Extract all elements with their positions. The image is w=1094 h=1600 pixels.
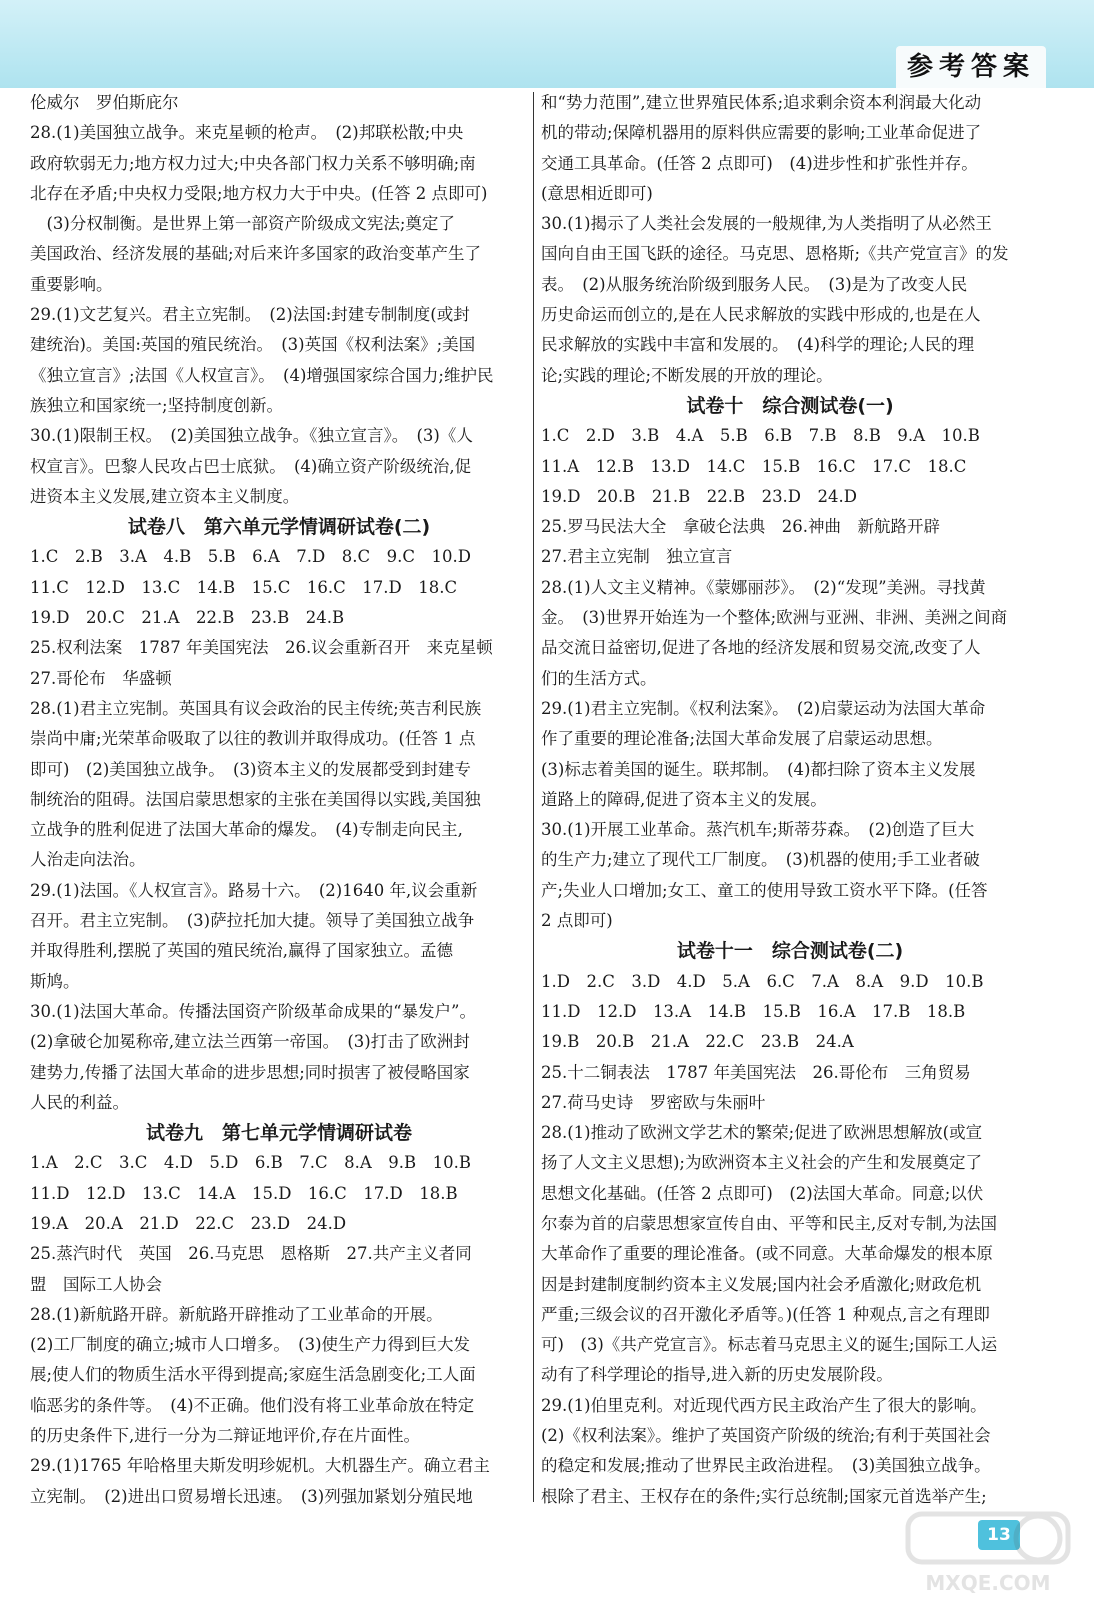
- answer-line: 扬了人文主义思想);为欧洲资本主义社会的产生和发展奠定了: [541, 1153, 982, 1173]
- answer-line: 交通工具革命。(任答 2 点即可) (4)进步性和扩张性并存。: [541, 153, 978, 173]
- section-heading: 试卷十 综合测试卷(一): [686, 394, 894, 417]
- answer-line: 11.A 12.B 13.D 14.C 15.B 16.C 17.C 18.C: [541, 456, 967, 476]
- answer-line: 表。 (2)从服务统治阶级到服务人民。 (3)是为了改变人民: [541, 274, 968, 294]
- answer-line: 11.D 12.D 13.C 14.A 15.D 16.C 17.D 18.B: [30, 1183, 458, 1203]
- answer-line: 19.D 20.B 21.B 22.B 23.D 24.D: [541, 486, 858, 506]
- answer-line: 和“势力范围”,建立世界殖民体系;追求剩余资本利润最大化动: [541, 93, 982, 112]
- answer-line: 金。 (3)世界开始连为一个整体;欧洲与亚洲、非洲、美洲之间商: [541, 608, 1008, 628]
- answer-line: 1.A 2.C 3.C 4.D 5.D 6.B 7.C 8.A 9.B 10.B: [30, 1153, 471, 1173]
- answer-line: 作了重要的理论准备;法国大革命发展了启蒙运动思想。: [541, 729, 943, 749]
- answer-line: 30.(1)限制王权。 (2)美国独立战争。《独立宣言》。 (3)《人: [30, 426, 473, 446]
- answer-line: 19.D 20.C 21.A 22.B 23.B 24.B: [30, 608, 345, 628]
- section-heading: 试卷八 第六单元学情调研试卷(二): [127, 516, 431, 539]
- answer-line: 严重;三级会议的召开激化矛盾等。)(任答 1 种观点,言之有理即: [541, 1304, 990, 1324]
- answer-line: 立战争的胜利促进了法国大革命的爆发。 (4)专制走向民主,: [30, 820, 463, 840]
- answer-line: 《独立宣言》;法国《人权宣言》。 (4)增强国家综合国力;维护民: [30, 365, 494, 385]
- answer-line: 制统治的阻碍。法国启蒙思想家的主张在美国得以实践,美国独: [30, 789, 481, 809]
- page-title: 参考答案: [896, 46, 1046, 88]
- answer-line: 1.D 2.C 3.D 4.D 5.A 6.C 7.A 8.A 9.D 10.B: [541, 971, 984, 991]
- answer-line: 政府软弱无力;地方权力过大;中央各部门权力关系不够明确;南: [30, 153, 476, 173]
- answer-line: 27.哥伦布 华盛顿: [30, 668, 172, 688]
- answer-line: 伦威尔 罗伯斯庇尔: [30, 93, 179, 112]
- answer-line: 30.(1)揭示了人类社会发展的一般规律,为人类指明了从必然王: [541, 214, 992, 234]
- answer-line: 人民的利益。: [30, 1092, 129, 1112]
- answer-line: (3)分权制衡。是世界上第一部资产阶级成文宪法;奠定了: [30, 214, 455, 234]
- answer-line: 27.荷马史诗 罗密欧与朱丽叶: [541, 1092, 766, 1112]
- answer-line: 并取得胜利,摆脱了英国的殖民统治,赢得了国家独立。孟德: [30, 941, 453, 961]
- page-number: 13: [978, 1520, 1020, 1550]
- answer-line: (2)《权利法案》。维护了英国资产阶级的统治;有利于英国社会: [541, 1426, 991, 1446]
- answer-line: 29.(1)伯里克利。对近现代西方民主政治产生了很大的影响。: [541, 1395, 987, 1415]
- answer-line: 北存在矛盾;中央权力受限;地方权力大于中央。(任答 2 点即可): [30, 183, 488, 203]
- answer-line: 美国政治、经济发展的基础;对后来许多国家的政治变革产生了: [30, 244, 482, 264]
- answer-line: 28.(1)君主立宪制。英国具有议会政治的民主传统;英吉利民族: [30, 698, 482, 718]
- answer-line: 们的生活方式。: [541, 668, 657, 688]
- answer-line: 因是封建制度制约资本主义发展;国内社会矛盾激化;财政危机: [541, 1274, 982, 1294]
- answer-line: 建势力,传播了法国大革命的进步思想;同时损害了被侵略国家: [30, 1062, 470, 1082]
- answer-line: 族独立和国家统一;坚持制度创新。: [30, 395, 284, 415]
- answer-line: 召开。君主立宪制。 (3)萨拉托加大捷。领导了美国独立战争: [30, 911, 475, 931]
- answer-line: 根除了君主、王权存在的条件;实行总统制;国家元首选举产生;: [541, 1486, 987, 1506]
- section-heading: 试卷十一 综合测试卷(二): [676, 940, 904, 963]
- answer-line: 国向自由王国飞跃的途径。马克思、恩格斯;《共产党宣言》的发: [541, 244, 1009, 264]
- answer-line: 29.(1)1765 年哈格里夫斯发明珍妮机。大机器生产。确立君主: [30, 1456, 490, 1476]
- answer-line: 11.C 12.D 13.C 14.B 15.C 16.C 17.D 18.C: [30, 577, 458, 597]
- answer-line: 的生产力;建立了现代工厂制度。 (3)机器的使用;手工业者破: [541, 850, 980, 870]
- answer-line: 产;失业人口增加;女工、童工的使用导致工资水平下降。(任答: [541, 880, 988, 900]
- answer-line: (2)拿破仑加冕称帝,建立法兰西第一帝国。 (3)打击了欧洲封: [30, 1032, 470, 1052]
- answer-line: 历史命运而创立的,是在人民求解放的实践中形成的,也是在人: [541, 305, 981, 325]
- answer-line: 的稳定和发展;推动了世界民主政治进程。 (3)美国独立战争。: [541, 1456, 991, 1476]
- answer-line: (3)标志着美国的诞生。联邦制。 (4)都扫除了资本主义发展: [541, 759, 976, 779]
- answer-column-right: [541, 88, 1039, 1512]
- answer-line: 尔泰为首的启蒙思想家宣传自由、平等和民主,反对专制,为法国: [541, 1213, 997, 1233]
- answer-line: 29.(1)文艺复兴。君主立宪制。 (2)法国:封建专制制度(或封: [30, 305, 470, 325]
- answer-line: 25.罗马民法大全 拿破仑法典 26.神曲 新航路开辟: [541, 517, 940, 537]
- answer-line: 19.B 20.B 21.A 22.C 23.B 24.A: [541, 1032, 854, 1052]
- answer-line: 27.君主立宪制 独立宣言: [541, 547, 733, 567]
- answer-line: 11.D 12.D 13.A 14.B 15.B 16.A 17.B 18.B: [541, 1001, 966, 1021]
- answer-line: 25.蒸汽时代 英国 26.马克思 恩格斯 27.共产主义者同: [30, 1244, 472, 1264]
- answer-line: 论;实践的理论;不断发展的开放的理论。: [541, 365, 833, 385]
- answer-line: 品交流日益密切,促进了各地的经济发展和贸易交流,改变了人: [541, 638, 981, 658]
- answer-line: 25.十二铜表法 1787 年美国宪法 26.哥伦布 三角贸易: [541, 1062, 971, 1082]
- answer-line: 的历史条件下,进行一分为二辩证地评价,存在片面性。: [30, 1426, 420, 1446]
- answer-line: 民求解放的实践中丰富和发展的。 (4)科学的理论;人民的理: [541, 335, 975, 355]
- column-divider: [533, 92, 534, 1502]
- answer-line: 19.A 20.A 21.D 22.C 23.D 24.D: [30, 1213, 347, 1233]
- answer-line: 权宣言》。巴黎人民攻占巴士底狱。 (4)确立资产阶级统治,促: [30, 456, 472, 476]
- answer-line: 进资本主义发展,建立资本主义制度。: [30, 486, 300, 506]
- answer-line: 临恶劣的条件等。 (4)不正确。他们没有将工业革命放在特定: [30, 1395, 475, 1415]
- answer-line: 25.权利法案 1787 年美国宪法 26.议会重新召开 来克星顿: [30, 638, 493, 658]
- answer-line: 1.C 2.B 3.A 4.B 5.B 6.A 7.D 8.C 9.C 10.D: [30, 547, 471, 567]
- answer-line: 30.(1)开展工业革命。蒸汽机车;斯蒂芬森。 (2)创造了巨大: [541, 820, 975, 840]
- answer-line: 思想文化基础。(任答 2 点即可) (2)法国大革命。同意;以伏: [541, 1183, 984, 1203]
- answer-line: 盟 国际工人协会: [30, 1274, 162, 1294]
- answer-line: 人治走向法治。: [30, 850, 146, 870]
- answer-line: 道路上的障碍,促进了资本主义的发展。: [541, 789, 827, 809]
- answer-line: 崇尚中庸;光荣革命吸取了以往的教训并取得成功。(任答 1 点: [30, 729, 476, 749]
- answer-line: 立宪制。 (2)进出口贸易增长迅速。 (3)列强加紧划分殖民地: [30, 1486, 473, 1506]
- answer-line: 29.(1)君主立宪制。《权利法案》。 (2)启蒙运动为法国大革命: [541, 698, 986, 718]
- answer-line: 30.(1)法国大革命。传播法国资产阶级革命成果的“暴发户”。: [30, 1001, 476, 1021]
- answer-line: 大革命作了重要的理论准备。(或不同意。大革命爆发的根本原: [541, 1244, 993, 1264]
- answer-line: 即可) (2)美国独立战争。 (3)资本主义的发展都受到封建专: [30, 759, 471, 779]
- answer-line: 28.(1)美国独立战争。来克星顿的枪声。 (2)邦联松散;中央: [30, 123, 464, 143]
- answer-line: 机的带动;保障机器用的原料供应需要的影响;工业革命促进了: [541, 123, 982, 143]
- answer-line: 28.(1)人文主义精神。《蒙娜丽莎》。 (2)“发现”美洲。寻找黄: [541, 577, 986, 597]
- answer-line: 28.(1)推动了欧洲文学艺术的繁荣;促进了欧洲思想解放(或宣: [541, 1123, 983, 1143]
- answer-line: 29.(1)法国。《人权宣言》。路易十六。 (2)1640 年,议会重新: [30, 880, 478, 900]
- answer-line: 斯鸠。: [30, 971, 80, 991]
- answer-line: 建统治)。美国:英国的殖民统治。 (3)英国《权利法案》;美国: [30, 335, 476, 355]
- answer-line: 展;使人们的物质生活水平得到提高;家庭生活急剧变化;工人面: [30, 1365, 476, 1385]
- answer-line: 重要影响。: [30, 274, 113, 294]
- watermark-text: MXQE.COM: [925, 1571, 1051, 1595]
- section-heading: 试卷九 第七单元学情调研试卷: [145, 1122, 412, 1145]
- answer-line: 28.(1)新航路开辟。新航路开辟推动了工业革命的开展。: [30, 1304, 443, 1324]
- answer-line: 可) (3)《共产党宣言》。标志着马克思主义的诞生;国际工人运: [541, 1335, 998, 1355]
- answer-column-left: [30, 88, 528, 1512]
- answer-line: (2)工厂制度的确立;城市人口增多。 (3)使生产力得到巨大发: [30, 1335, 471, 1355]
- answer-line: 2 点即可): [541, 911, 613, 931]
- answer-line: 1.C 2.D 3.B 4.A 5.B 6.B 7.B 8.B 9.A 10.B: [541, 426, 980, 446]
- answer-line: (意思相近即可): [541, 183, 653, 203]
- answer-line: 动有了科学理论的指导,进入新的历史发展阶段。: [541, 1365, 893, 1385]
